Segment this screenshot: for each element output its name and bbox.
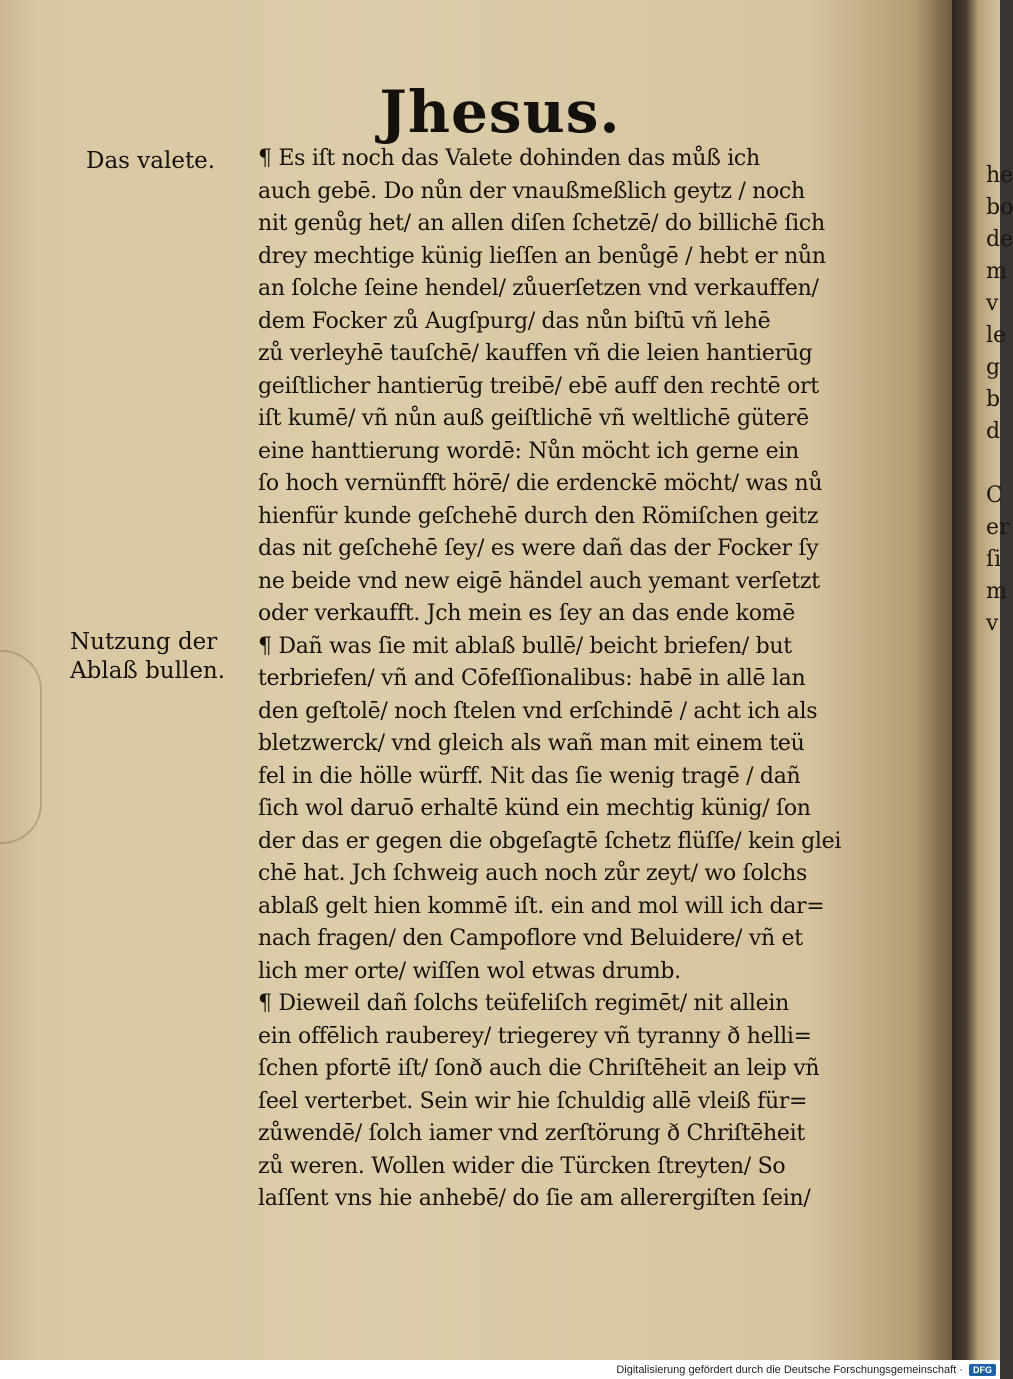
text-line: zů verleyhē tauſchē/ kauffen vñ die leien hantierūg	[258, 341, 813, 366]
text-line: an ſolche ſeine hendel/ zůuerſetzen vnd verkauffen/	[258, 276, 819, 301]
text-line: nach fragen/ den Campoflore vnd Beluidere/ vñ et	[258, 926, 803, 951]
text-line: ſeel verterbet. Sein wir hie ſchuldig allē vleiß für=	[258, 1088, 808, 1114]
text-line: ne beide vnd new eigē händel auch yemant verſetzt	[258, 568, 820, 594]
text-line: oder verkaufft. Jch mein es ſey an das ende komē	[258, 601, 795, 626]
text-line: zů weren. Wollen wider die Türcken ſtreyten/ So	[258, 1153, 786, 1179]
text-line: auch gebē. Do nůn der vnaußmeßlich geytz / noch	[258, 178, 805, 204]
footer-credit: Digitalisierung gefördert durch die Deutsche Forschungsgemeinschaft ·	[616, 1363, 963, 1376]
text-line: terbriefen/ vñ and Cōfeſſionalibus: habē in allē lan	[258, 666, 806, 691]
margin-note-ablass: Nutzung der Ablaß bullen.	[70, 629, 226, 684]
text-line: chē hat. Jch ſchweig auch noch zůr zeyt/ wo ſolchs	[258, 861, 808, 886]
facing-page-fragments: he bo de m v le g b d C er ſi m v	[986, 163, 1013, 636]
text-line: ¶ Dañ was ſie mit ablaß bullē/ beicht briefen/ but	[258, 633, 792, 659]
text-line: fel in die hölle würff. Nit das ſie wenig tragē / dañ	[258, 763, 801, 789]
text-line: dem Focker zů Augſpurg/ das nůn biſtū vñ lehē	[258, 308, 771, 334]
text-line: ablaß gelt hien kommē iſt. ein and mol will ich dar=	[258, 893, 825, 919]
text-line: lich mer orte/ wiſſen wol etwas drumb.	[258, 958, 681, 984]
text-line: iſt kumē/ vñ nůn auß geiſtlichē vñ weltlichē güterē	[258, 406, 809, 431]
text-line: ſchen pfortē iſt/ ſonð auch die Chriſtēheit an leip vñ	[258, 1056, 820, 1081]
text-line: ¶ Dieweil dañ ſolchs teüfeliſch regimēt/ nit allein	[258, 991, 789, 1016]
text-line: drey mechtige künig lieſſen an benůgē / hebt er nůn	[258, 243, 826, 269]
dfg-logo-icon: DFG	[969, 1364, 996, 1376]
text-line: bletzwerck/ vnd gleich als wañ man mit einem teü	[258, 731, 805, 756]
text-line: der das er gegen die obgeſagtē ſchetz flüſſe/ kein glei	[258, 828, 842, 854]
text-line: hienfür kunde geſchehē durch den Römiſchen geitz	[258, 503, 819, 529]
text-line: das nit geſchehē ſey/ es were dañ das der Focker ſy	[258, 536, 819, 561]
text-line: geiſtlicher hantierūg treibē/ ebē auff den rechtē ort	[258, 373, 819, 399]
page-clip-shadow	[0, 650, 42, 844]
text-line: ſich wol daruō erhaltē künd ein mechtig künig/ ſon	[258, 796, 811, 821]
text-line: ¶ Es iſt noch das Valete dohinden das můß ich	[258, 146, 760, 171]
text-line: den geſtolē/ noch ſtelen vnd erſchindē / acht ich als	[258, 698, 818, 724]
text-line: ſo hoch vernünfft hörē/ die erdenckē möcht/ was nů	[258, 471, 823, 496]
text-line: nit genůg het/ an allen diſen ſchetzē/ do billichē ſich	[258, 211, 825, 236]
footer-bar	[0, 1360, 1000, 1379]
text-line: zůwendē/ ſolch iamer vnd zerſtörung ð Chriſtēheit	[258, 1121, 805, 1146]
body-text	[258, 143, 908, 1216]
text-line: laſſent vns hie anhebē/ do ſie am allerergiſten ſein/	[258, 1186, 811, 1211]
facing-page-edge	[952, 0, 1013, 1360]
margin-note-valete: Das valete.	[86, 148, 216, 174]
page-title: Jhesus.	[379, 78, 621, 146]
text-line: eine hanttierung wordē: Nůn möcht ich gerne ein	[258, 438, 799, 464]
text-line: ein offēlich rauberey/ triegerey vñ tyranny ð helli=	[258, 1023, 812, 1049]
